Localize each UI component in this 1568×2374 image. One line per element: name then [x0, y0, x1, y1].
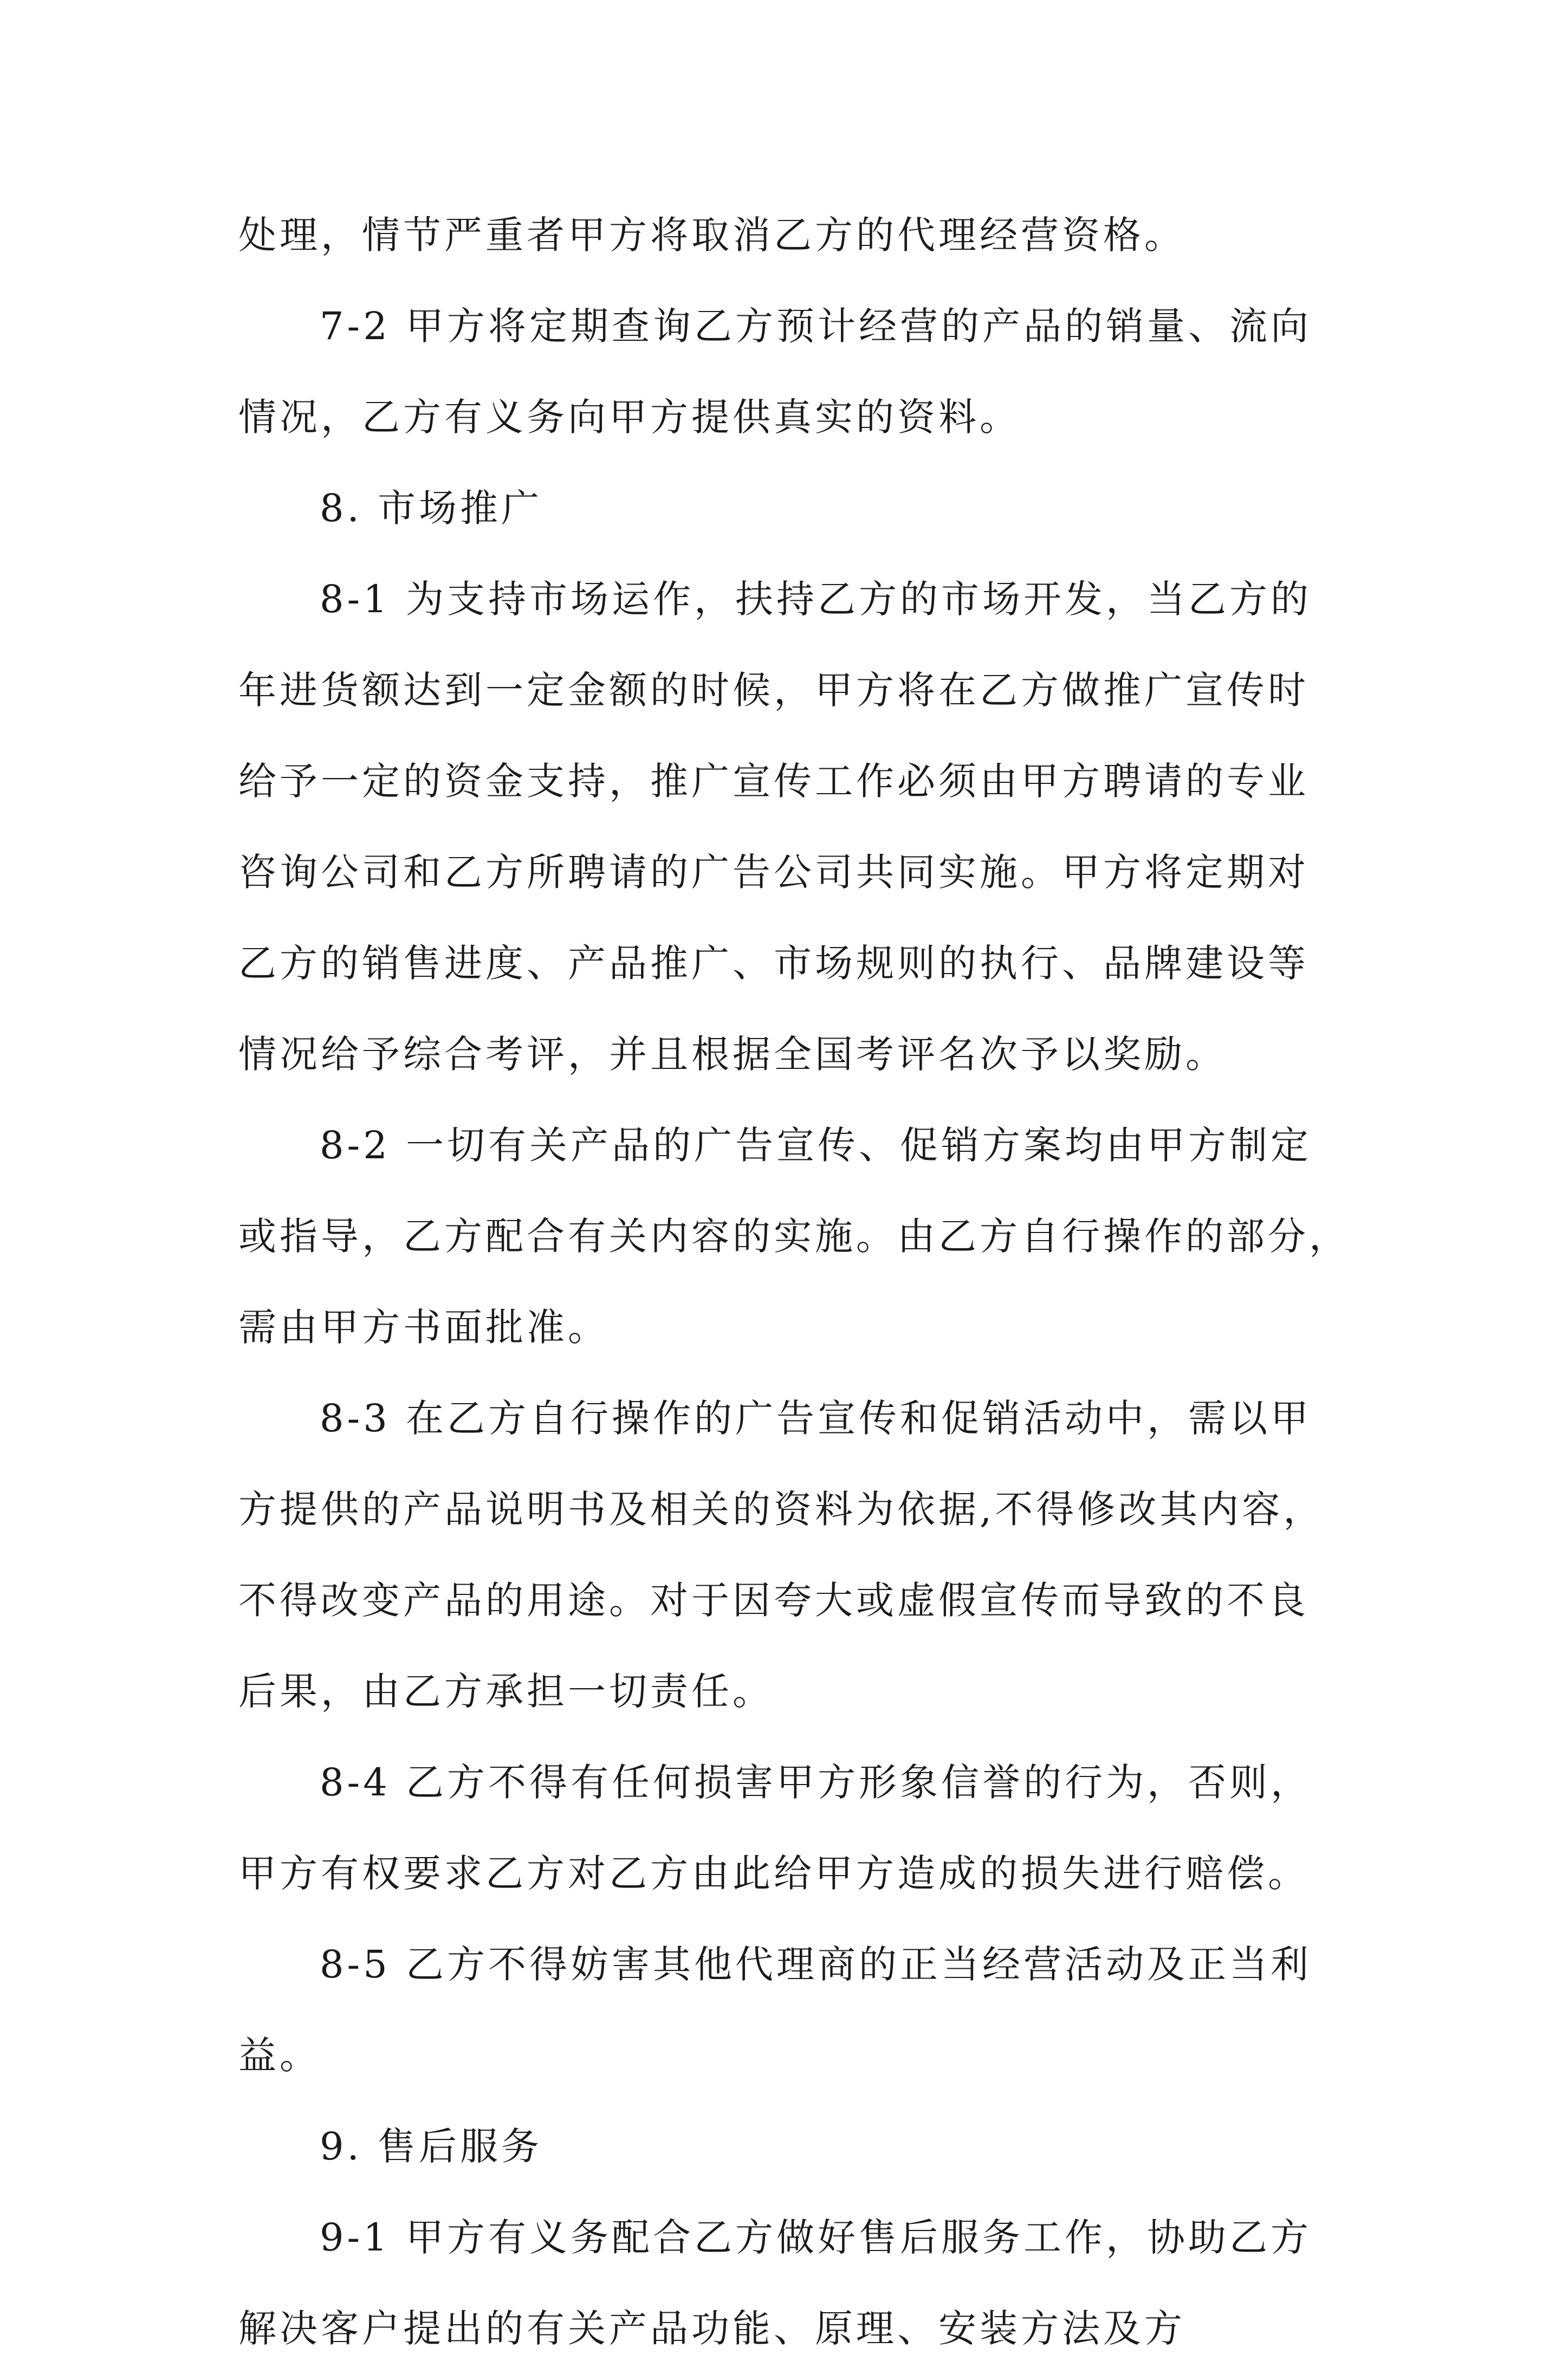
text-line-1: 处理，情节严重者甲方将取消乙方的代理经营资格。: [238, 213, 1185, 257]
text-line-20: 8-5 乙方不得妨害其他代理商的正当经营活动及正当利: [320, 1942, 1312, 1987]
text-line-16: 不得改变产品的用途。对于因夸大或虚假宣传而导致的不良: [238, 1578, 1309, 1623]
text-line-2: 7-2 甲方将定期查询乙方预计经营的产品的销量、流向: [320, 304, 1312, 348]
text-line-18: 8-4 乙方不得有任何损害甲方形象信誉的行为，否则，: [320, 1760, 1312, 1805]
text-line-6: 年进货额达到一定金额的时候，甲方将在乙方做推广宣传时: [238, 668, 1309, 712]
section-heading-8: 8. 市场推广: [320, 486, 543, 530]
text-line-5: 8-1 为支持市场运作，扶持乙方的市场开发，当乙方的: [320, 577, 1312, 621]
text-line-17: 后果，由乙方承担一切责任。: [238, 1669, 774, 1714]
text-line-15: 方提供的产品说明书及相关的资料为依据,不得修改其内容，: [238, 1487, 1325, 1532]
text-line-10: 情况给予综合考评，并且根据全国考评名次予以奖励。: [238, 1032, 1227, 1076]
text-line-8: 咨询公司和乙方所聘请的广告公司共同实施。甲方将定期对: [238, 850, 1309, 894]
text-line-19: 甲方有权要求乙方对乙方由此给甲方造成的损失进行赔偿。: [238, 1851, 1309, 1896]
text-line-7: 给予一定的资金支持，推广宣传工作必须由甲方聘请的专业: [238, 759, 1309, 803]
text-line-21: 益。: [238, 2033, 321, 2078]
text-line-9: 乙方的销售进度、产品推广、市场规则的执行、品牌建设等: [238, 941, 1309, 985]
text-line-24: 解决客户提出的有关产品功能、原理、安装方法及方: [238, 2306, 1185, 2351]
text-line-13: 需由甲方书面批准。: [238, 1305, 609, 1350]
text-line-12: 或指导，乙方配合有关内容的实施。由乙方自行操作的部分，: [238, 1214, 1350, 1259]
text-line-23: 9-1 甲方有义务配合乙方做好售后服务工作，协助乙方: [320, 2215, 1312, 2260]
text-line-11: 8-2 一切有关产品的广告宣传、促销方案均由甲方制定: [320, 1123, 1312, 1167]
section-heading-9: 9. 售后服务: [320, 2124, 543, 2169]
text-line-3: 情况，乙方有义务向甲方提供真实的资料。: [238, 395, 1021, 439]
text-line-14: 8-3 在乙方自行操作的广告宣传和促销活动中，需以甲: [320, 1396, 1312, 1441]
document-body: [238, 190, 1349, 2374]
